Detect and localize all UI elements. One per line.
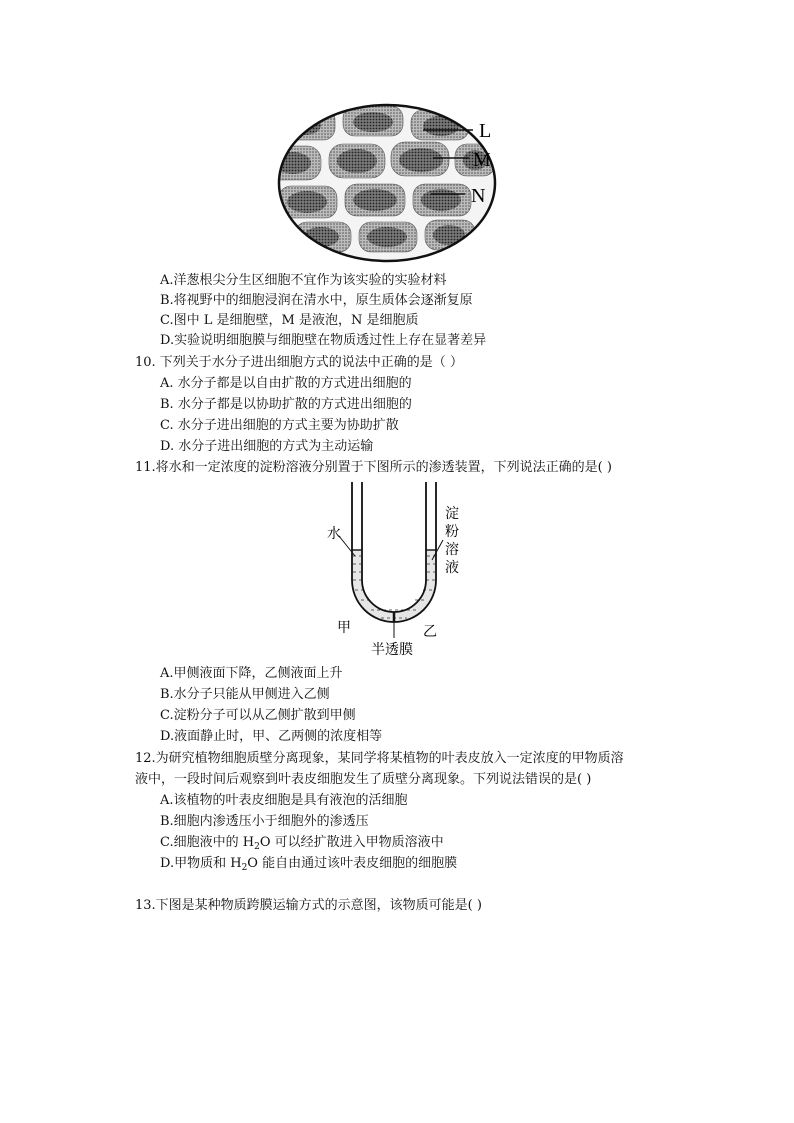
q10-option-a: A. 水分子都是以自由扩散的方式进出细胞的 bbox=[160, 376, 412, 391]
q10-stem: 10. 下列关于水分子进出细胞方式的说法中正确的是（ ） bbox=[135, 355, 463, 370]
q10-option-b: B. 水分子都是以协助扩散的方式进出细胞的 bbox=[160, 397, 412, 412]
q9-option-d: D.实验说明细胞膜与细胞壁在物质透过性上存在显著差异 bbox=[160, 333, 487, 348]
side-jia-label: 甲 bbox=[337, 620, 351, 636]
q11-option-b: B.水分子只能从甲侧进入乙侧 bbox=[160, 687, 330, 702]
q11-option-d: D.液面静止时，甲、乙两侧的浓度相等 bbox=[160, 729, 383, 744]
starch-label-4: 液 bbox=[445, 560, 459, 576]
q12-option-c: C.细胞液中的 $H_2O$ 可以经扩散进入甲物质溶液中 bbox=[160, 835, 444, 852]
label-L: L bbox=[479, 120, 492, 142]
q11-option-c: C.淀粉分子可以从乙侧扩散到甲侧 bbox=[160, 708, 356, 723]
starch-label-1: 淀 bbox=[445, 506, 459, 522]
q9-option-b: B.将视野中的细胞浸润在清水中，原生质体会逐渐复原 bbox=[160, 293, 473, 308]
q9-option-a: A.洋葱根尖分生区细胞不宜作为该实验的实验材料 bbox=[160, 273, 447, 288]
starch-label-3: 溶 bbox=[445, 542, 459, 558]
starch-label-2: 粉 bbox=[445, 524, 459, 540]
label-N: N bbox=[471, 185, 486, 207]
q11-stem: 11.将水和一定浓度的淀粉溶液分别置于下图所示的渗透装置，下列说法正确的是( ) bbox=[135, 460, 612, 475]
q11-option-a: A.甲侧液面下降，乙侧液面上升 bbox=[160, 666, 343, 681]
q12-option-d: D.甲物质和 $H_2O$ 能自由通过该叶表皮细胞的细胞膜 bbox=[160, 856, 458, 873]
q13-stem: 13.下图是某种物质跨膜运输方式的示意图，该物质可能是( ) bbox=[135, 898, 482, 913]
q10-option-d: D. 水分子进出细胞的方式为主动运输 bbox=[160, 439, 374, 454]
membrane-label: 半透膜 bbox=[371, 642, 413, 658]
q12-option-b: B.细胞内渗透压小于细胞外的渗透压 bbox=[160, 814, 369, 829]
side-yi-label: 乙 bbox=[423, 624, 437, 640]
water-label: 水 bbox=[327, 526, 341, 542]
q10-option-c: C. 水分子进出细胞的方式主要为协助扩散 bbox=[160, 418, 399, 433]
q12-stem-line2: 液中，一段时间后观察到叶表皮细胞发生了质壁分离现象。下列说法错误的是( ) bbox=[135, 772, 592, 787]
q12-option-a: A.该植物的叶表皮细胞是具有液泡的活细胞 bbox=[160, 793, 408, 808]
q12-stem-line1: 12.为研究植物细胞质壁分离现象，某同学将某植物的叶表皮放入一定浓度的甲物质溶 bbox=[135, 751, 624, 766]
cell-micrograph-figure bbox=[255, 100, 535, 265]
label-M: M bbox=[473, 149, 491, 171]
osmosis-u-tube-figure bbox=[315, 480, 480, 662]
q9-option-c: C.图中 L 是细胞壁，M 是液泡，N 是细胞质 bbox=[160, 313, 419, 328]
